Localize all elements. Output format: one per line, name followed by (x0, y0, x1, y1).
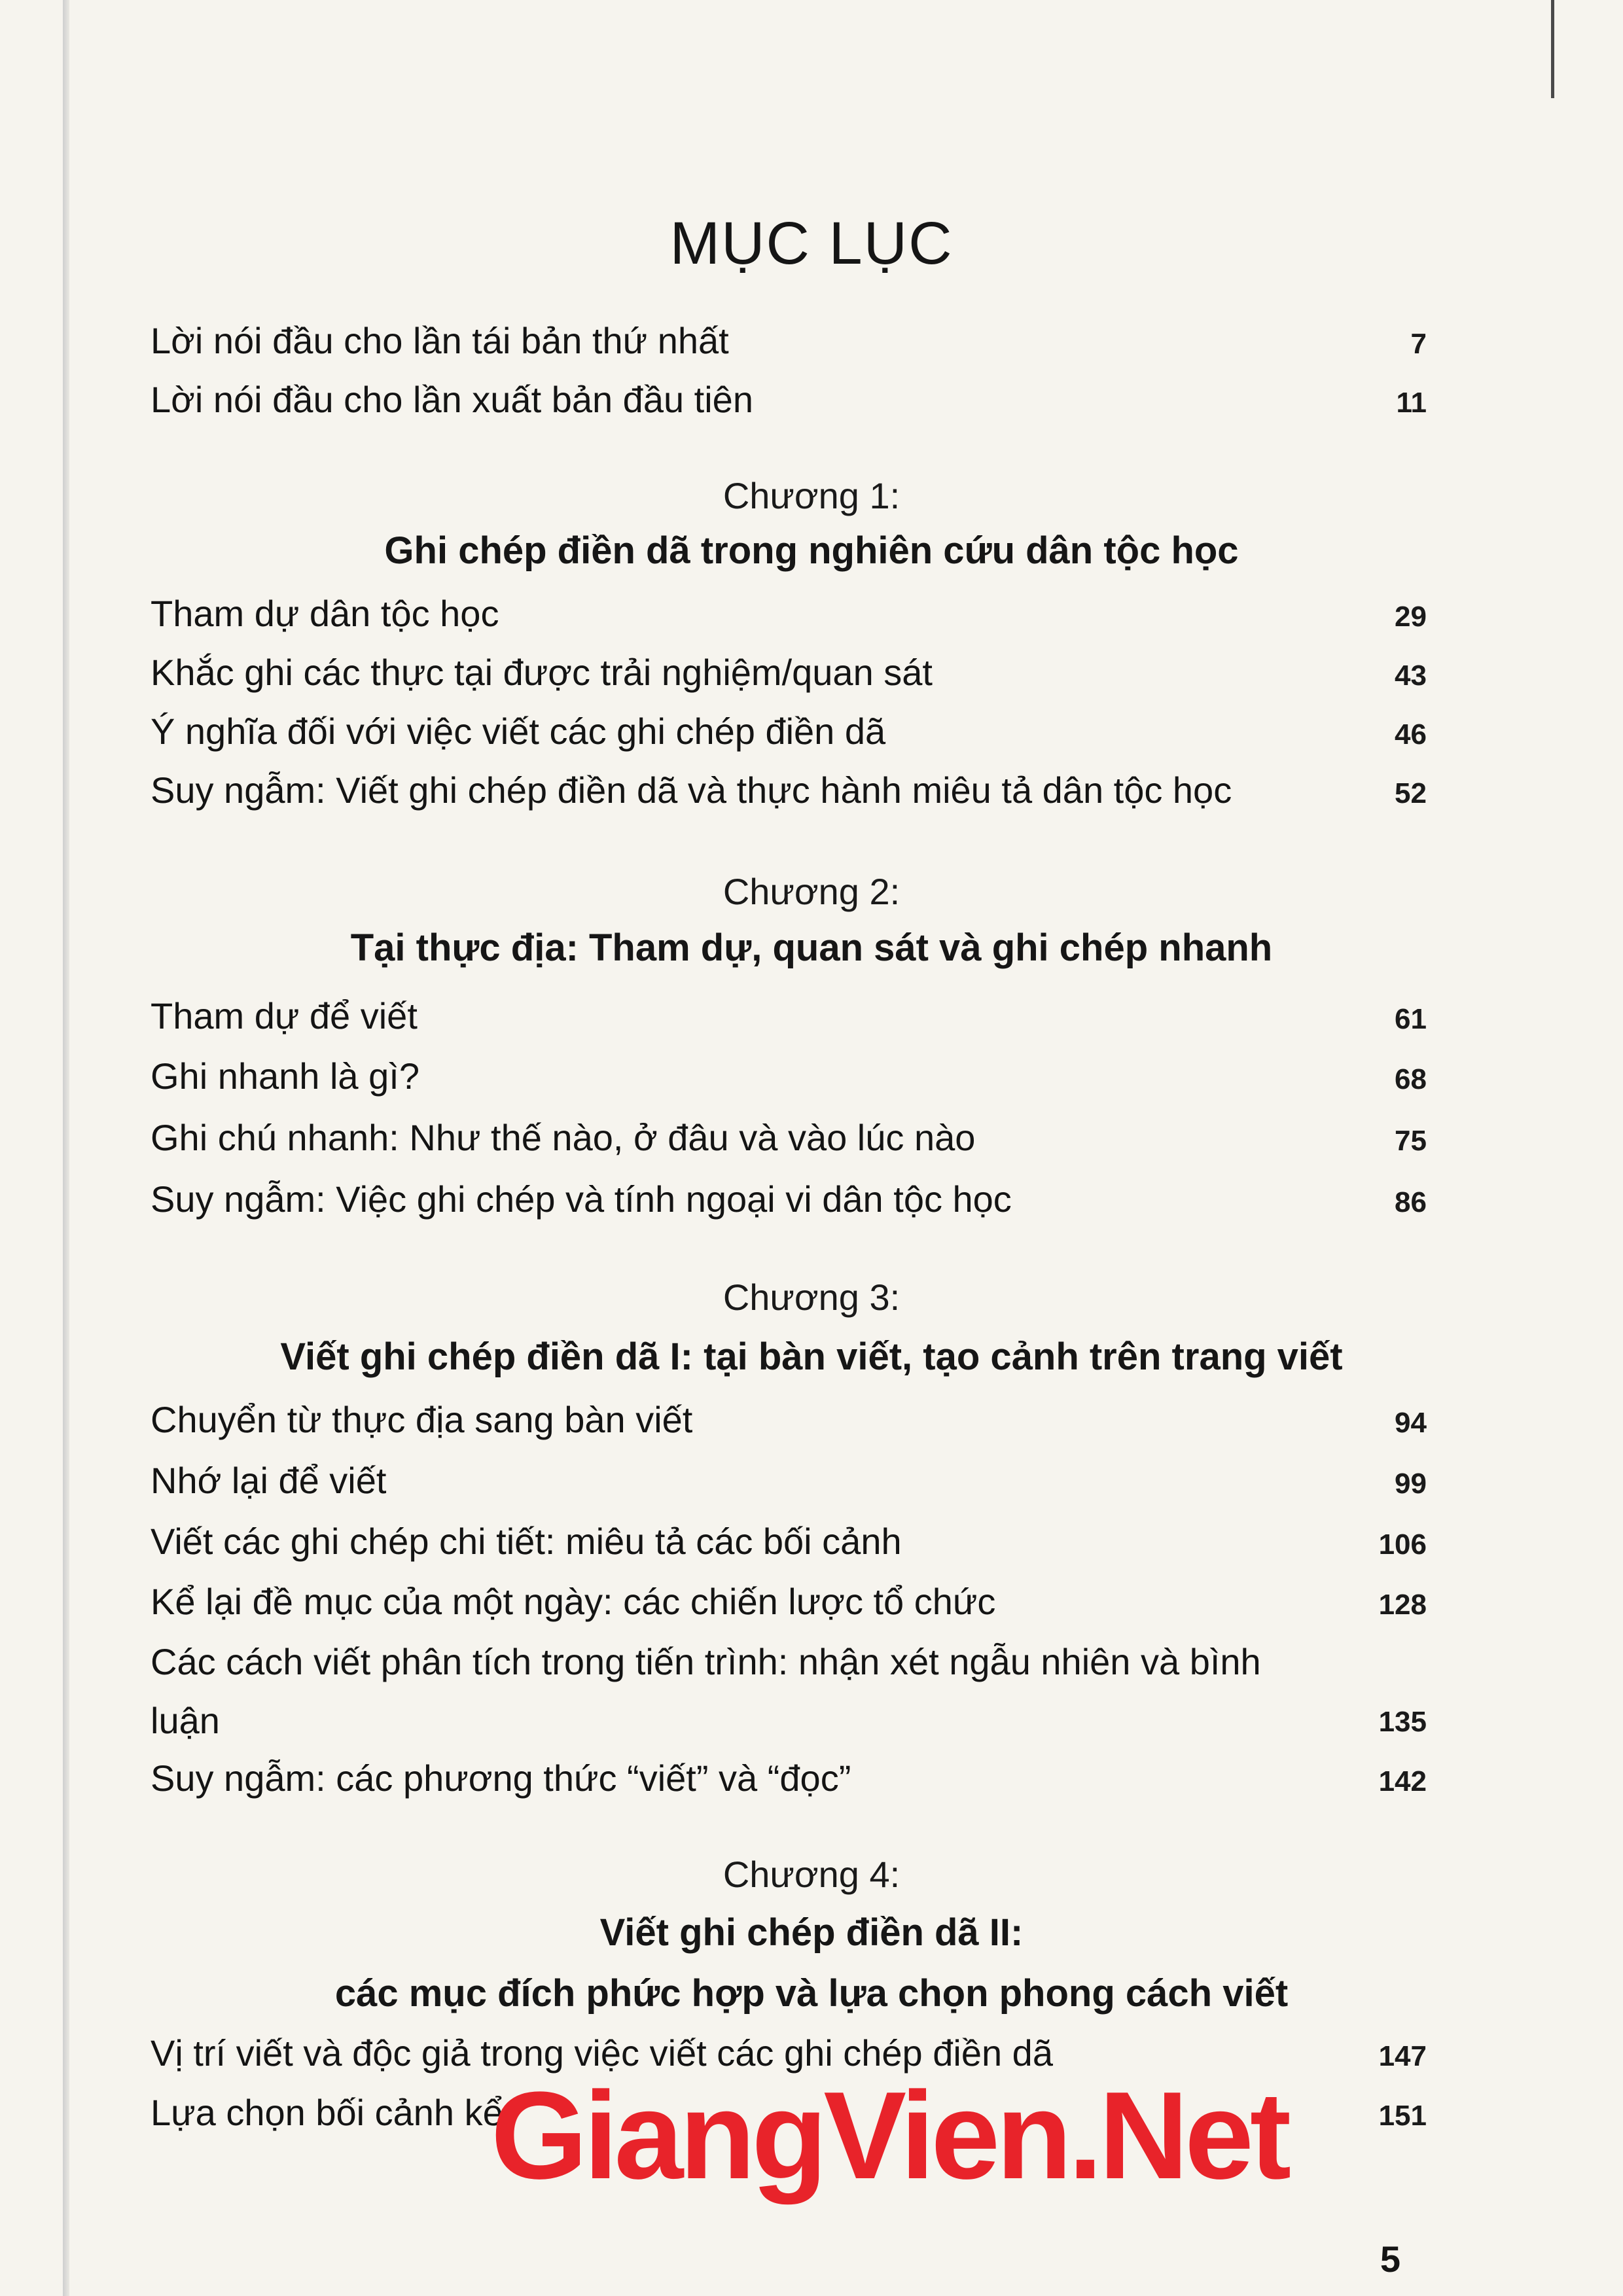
toc-entry[interactable] (151, 1757, 1427, 1809)
toc-entry-page: 86 (1395, 1186, 1427, 1218)
toc-entry-page: 52 (1395, 777, 1427, 809)
toc-entry-page: 61 (1395, 1003, 1427, 1035)
toc-entry-page: 106 (1378, 1528, 1427, 1561)
toc-entry-page: 7 (1410, 328, 1427, 360)
page-number: 5 (1380, 2238, 1400, 2280)
toc-entry-text: Lựa chọn bối cảnh kể (151, 2092, 503, 2133)
toc-entry[interactable] (151, 651, 1427, 703)
toc-entry-text: Suy ngẫm: Viết ghi chép điền dã và thực hành miêu tả dân tộc học (151, 769, 1232, 811)
toc-entry-page: 99 (1395, 1468, 1427, 1500)
toc-entry-text: Ghi nhanh là gì? (151, 1055, 419, 1097)
toc-entry[interactable] (151, 1520, 1427, 1572)
toc-entry-text: Ghi chú nhanh: Như thế nào, ở đâu và vào lúc nào (151, 1117, 976, 1158)
toc-entry-page: 75 (1395, 1125, 1427, 1157)
chapter-2-label: Chương 2: (722, 871, 901, 912)
toc-entry-text: Vị trí viết và độc giả trong việc viết các ghi chép điền dã (151, 2032, 1053, 2074)
toc-entry-page: 68 (1395, 1063, 1427, 1095)
toc-entry-page: 128 (1378, 1589, 1427, 1621)
page-edge-mark (1551, 0, 1554, 98)
toc-entry-text: Khắc ghi các thực tại được trải nghiệm/quan sát (151, 652, 933, 693)
toc-entry-text: Lời nói đầu cho lần xuất bản đầu tiên (151, 379, 753, 420)
toc-entry-text: Tham dự dân tộc học (151, 593, 499, 634)
toc-entry-page: 46 (1395, 718, 1427, 751)
toc-entry-text: Lời nói đầu cho lần tái bản thứ nhất (151, 320, 729, 361)
toc-entry[interactable] (151, 769, 1427, 821)
toc-entry-text: Tham dự để viết (151, 995, 418, 1036)
toc-entry-page: 142 (1378, 1765, 1427, 1797)
toc-entry-text: Chuyển từ thực địa sang bàn viết (151, 1399, 693, 1440)
toc-entry[interactable] (151, 592, 1427, 645)
chapter-1-label: Chương 1: (722, 475, 901, 516)
toc-entry[interactable] (151, 1633, 1427, 1750)
toc-entry-page: 147 (1378, 2040, 1427, 2072)
chapter-1-title: Ghi chép điền dã trong nghiên cứu dân tộc học (384, 529, 1239, 572)
toc-entry-text: Nhớ lại để viết (151, 1460, 387, 1501)
toc-entry-text: Ý nghĩa đối với việc viết các ghi chép điền dã (151, 711, 886, 752)
toc-entry[interactable] (151, 1055, 1427, 1107)
watermark-logo: GiangVien.Net (491, 2066, 1288, 2205)
toc-entry[interactable] (151, 1178, 1427, 1230)
page-title: MỤC LỤC (669, 210, 954, 277)
chapter-4-label: Chương 4: (722, 1854, 901, 1895)
chapter-3-label: Chương 3: (722, 1277, 901, 1318)
toc-entry-text: Suy ngẫm: các phương thức “viết” và “đọc” (151, 1757, 851, 1799)
toc-entry-page: 29 (1395, 601, 1427, 633)
toc-entry[interactable] (151, 378, 1427, 431)
toc-entry[interactable] (151, 710, 1427, 762)
toc-entry[interactable] (151, 319, 1427, 372)
toc-entry[interactable] (151, 1116, 1427, 1169)
toc-entry-text: Suy ngẫm: Việc ghi chép và tính ngoại vi dân tộc học (151, 1178, 1012, 1220)
toc-entry-page: 43 (1395, 660, 1427, 692)
toc-entry[interactable] (151, 1459, 1427, 1511)
toc-entry-text: Các cách viết phân tích trong tiến trình: nhận xét ngẫu nhiên và bình luận (151, 1641, 1261, 1741)
chapter-4-title-line-2: các mục đích phức hợp và lựa chọn phong cách viết (334, 1972, 1289, 2015)
toc-entry-page: 151 (1378, 2100, 1427, 2132)
toc-entry[interactable] (151, 1398, 1427, 1451)
chapter-3-title: Viết ghi chép điền dã I: tại bàn viết, tạo cảnh trên trang viết (280, 1335, 1343, 1378)
toc-entry-page: 11 (1396, 387, 1427, 419)
toc-entry-page: 135 (1378, 1706, 1427, 1738)
toc-entry-text: Viết các ghi chép chi tiết: miêu tả các bối cảnh (151, 1521, 902, 1562)
toc-entry[interactable] (151, 995, 1427, 1047)
chapter-4-title-line-1: Viết ghi chép điền dã II: (599, 1911, 1024, 1954)
toc-entry-page: 94 (1395, 1407, 1427, 1439)
toc-entry-text: Kể lại đề mục của một ngày: các chiến lược tổ chức (151, 1581, 996, 1622)
toc-entry[interactable] (151, 1580, 1427, 1633)
chapter-2-title: Tại thực địa: Tham dự, quan sát và ghi chép nhanh (350, 927, 1273, 969)
